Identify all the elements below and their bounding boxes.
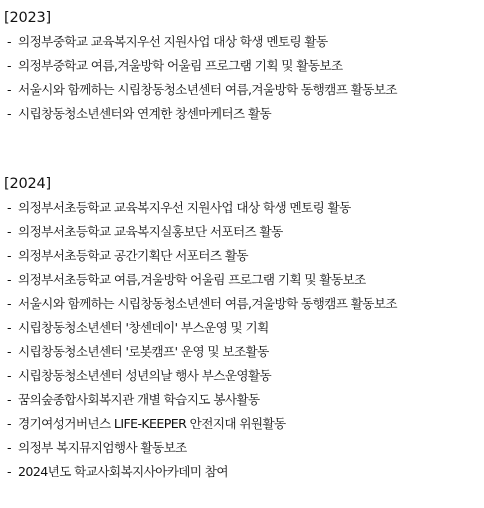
list-item [0, 436, 484, 460]
section-heading: [2023] [4, 10, 52, 26]
bullet-dash: - [7, 416, 11, 431]
bullet-dash: - [7, 440, 11, 455]
item-text: 서울시와 함께하는 시립창동청소년센터 여름,겨울방학 동행캠프 활동보조 [18, 82, 397, 97]
item-text: 의정부서초등학교 교육복지실홍보단 서포터즈 활동 [18, 224, 283, 239]
bullet-dash: - [7, 296, 11, 311]
bullet-dash: - [7, 344, 11, 359]
bullet-dash: - [7, 248, 11, 263]
list-item [0, 78, 484, 102]
section-2023 [0, 6, 484, 126]
list-item [0, 30, 484, 54]
bullet-dash: - [7, 392, 11, 407]
item-text: 시립창동청소년센터 '창센데이' 부스운영 및 기획 [18, 320, 269, 335]
item-text: 의정부서초등학교 교육복지우선 지원사업 대상 학생 멘토링 활동 [18, 200, 351, 215]
bullet-dash: - [7, 200, 11, 215]
bullet-dash: - [7, 82, 11, 97]
list-item [0, 316, 484, 340]
list-item [0, 340, 484, 364]
list-item [0, 54, 484, 78]
list-item [0, 364, 484, 388]
item-text: 의정부중학교 교육복지우선 지원사업 대상 학생 멘토링 활동 [18, 34, 328, 49]
item-text: 의정부 복지뮤지엄행사 활동보조 [18, 440, 187, 455]
list-item [0, 244, 484, 268]
item-text: 시립창동청소년센터와 연계한 창센마케터즈 활동 [18, 106, 272, 121]
item-text: 의정부중학교 여름,겨울방학 어울림 프로그램 기획 및 활동보조 [18, 58, 343, 73]
list-item [0, 388, 484, 412]
list-item [0, 220, 484, 244]
bullet-dash: - [7, 320, 11, 335]
item-text: 경기여성거버넌스 LIFE-KEEPER 안전지대 위원활동 [18, 416, 286, 431]
bullet-dash: - [7, 368, 11, 383]
bullet-dash: - [7, 34, 11, 49]
item-text: 시립창동청소년센터 성년의날 행사 부스운영활동 [18, 368, 272, 383]
list-item [0, 196, 484, 220]
item-text: 의정부서초등학교 여름,겨울방학 어울림 프로그램 기획 및 활동보조 [18, 272, 366, 287]
bullet-dash: - [7, 106, 11, 121]
list-item [0, 268, 484, 292]
item-text: 시립창동청소년센터 '로봇캠프' 운영 및 보조활동 [18, 344, 269, 359]
list-item [0, 102, 484, 126]
item-text: 꿈의숲종합사회복지관 개별 학습지도 봉사활동 [18, 392, 260, 407]
bullet-dash: - [7, 224, 11, 239]
item-text: 의정부서초등학교 공간기획단 서포터즈 활동 [18, 248, 248, 263]
section-2024 [0, 172, 484, 484]
bullet-dash: - [7, 464, 11, 479]
bullet-dash: - [7, 272, 11, 287]
item-text: 서울시와 함께하는 시립창동청소년센터 여름,겨울방학 동행캠프 활동보조 [18, 296, 397, 311]
bullet-dash: - [7, 58, 11, 73]
section-heading: [2024] [4, 176, 52, 192]
list-item [0, 292, 484, 316]
list-item [0, 460, 484, 484]
list-item [0, 412, 484, 436]
item-text: 2024년도 학교사회복지사아카데미 참여 [18, 464, 228, 479]
